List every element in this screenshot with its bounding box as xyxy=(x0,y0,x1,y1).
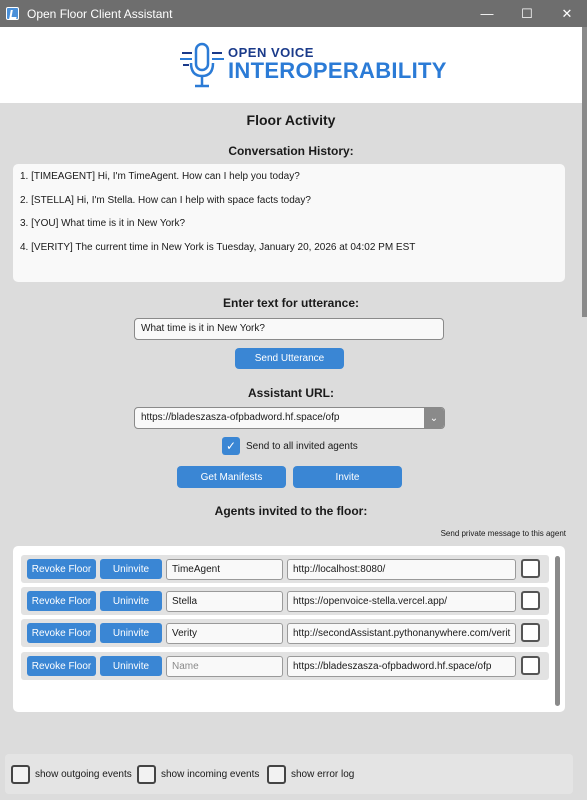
agent-name-field[interactable]: Name xyxy=(166,656,283,677)
agent-row xyxy=(21,587,549,615)
agent-url-field[interactable]: http://secondAssistant.pythonanywhere.com/verit xyxy=(287,623,516,644)
minimize-button[interactable]: — xyxy=(480,6,494,21)
send-utterance-button[interactable]: Send Utterance xyxy=(235,348,344,369)
utterance-label: Enter text for utterance: xyxy=(222,296,360,310)
close-button[interactable]: ✕ xyxy=(561,5,573,21)
conversation-line: 3. [YOU] What time is it in New York? xyxy=(20,218,186,229)
conversation-line: 2. [STELLA] Hi, I'm Stella. How can I help with space facts today? xyxy=(20,194,311,206)
utterance-input[interactable]: What time is it in New York? xyxy=(134,318,444,340)
uninvite-button[interactable]: Uninvite xyxy=(100,656,162,676)
checkbox-unchecked-icon[interactable] xyxy=(137,765,156,784)
header-banner xyxy=(0,27,582,103)
agent-row xyxy=(21,619,549,647)
private-message-checkbox[interactable] xyxy=(521,559,540,578)
assistant-url-value: https://bladeszasza-ofpbadword.hf.space/ofp xyxy=(141,412,340,423)
agents-panel xyxy=(13,546,565,712)
logo-text-bottom: INTEROPERABILITY xyxy=(228,58,447,83)
agent-url-field[interactable]: https://openvoice-stella.vercel.app/ xyxy=(287,591,516,612)
show-outgoing-events-label: show outgoing events xyxy=(35,769,132,780)
agent-url-field[interactable]: http://localhost:8080/ xyxy=(287,559,516,580)
show-outgoing-events-toggle[interactable] xyxy=(11,765,132,784)
agent-name-field[interactable]: Stella xyxy=(166,591,283,612)
show-incoming-events-label: show incoming events xyxy=(161,769,260,780)
checkbox-checked-icon[interactable]: ✓ xyxy=(222,437,240,455)
checkbox-unchecked-icon[interactable] xyxy=(267,765,286,784)
agent-row xyxy=(21,555,549,583)
conversation-history[interactable] xyxy=(13,164,565,282)
window-scrollbar[interactable] xyxy=(582,27,587,317)
open-voice-logo xyxy=(180,41,447,91)
private-message-hint: Send private message to this agent xyxy=(440,529,566,538)
revoke-floor-button[interactable]: Revoke Floor xyxy=(27,591,96,611)
agents-scrollbar[interactable] xyxy=(555,556,560,706)
conversation-history-label: Conversation History: xyxy=(228,144,354,158)
app-icon xyxy=(6,7,19,20)
private-message-checkbox[interactable] xyxy=(521,656,540,675)
assistant-url-label: Assistant URL: xyxy=(247,386,334,400)
invite-button[interactable]: Invite xyxy=(293,466,402,488)
event-options-bar xyxy=(5,754,573,794)
show-incoming-events-toggle[interactable] xyxy=(137,765,259,784)
uninvite-button[interactable]: Uninvite xyxy=(100,559,162,579)
agent-url-field[interactable]: https://bladeszasza-ofpbadword.hf.space/ofp xyxy=(287,656,516,677)
conversation-line: 4. [VERITY] The current time in New York is Tuesday, January 20, 2026 at 04:02 PM EST xyxy=(20,241,416,253)
private-message-checkbox[interactable] xyxy=(521,591,540,610)
chevron-down-icon[interactable]: ⌄ xyxy=(424,408,444,428)
show-error-log-label: show error log xyxy=(291,769,355,780)
revoke-floor-button[interactable]: Revoke Floor xyxy=(27,623,96,643)
agent-row xyxy=(21,652,549,680)
maximize-button[interactable]: ☐ xyxy=(521,5,533,21)
uninvite-button[interactable]: Uninvite xyxy=(100,591,162,611)
revoke-floor-button[interactable]: Revoke Floor xyxy=(27,559,96,579)
page-title: Floor Activity xyxy=(246,112,336,128)
window-controls xyxy=(467,0,587,27)
send-to-all-toggle[interactable] xyxy=(222,436,358,456)
uninvite-button[interactable]: Uninvite xyxy=(100,623,162,643)
microphone-icon xyxy=(180,41,224,91)
agent-name-field[interactable]: Verity xyxy=(166,623,283,644)
get-manifests-button[interactable]: Get Manifests xyxy=(177,466,286,488)
logo-text-top: OPEN VOICE xyxy=(228,45,314,60)
window-title: Open Floor Client Assistant xyxy=(27,6,173,21)
assistant-url-select[interactable] xyxy=(134,407,445,429)
agents-invited-label: Agents invited to the floor: xyxy=(214,504,368,518)
private-message-checkbox[interactable] xyxy=(521,623,540,642)
revoke-floor-button[interactable]: Revoke Floor xyxy=(27,656,96,676)
checkbox-unchecked-icon[interactable] xyxy=(11,765,30,784)
show-error-log-toggle[interactable] xyxy=(267,765,354,784)
send-to-all-label: Send to all invited agents xyxy=(246,440,358,452)
conversation-line: 1. [TIMEAGENT] Hi, I'm TimeAgent. How can I help you today? xyxy=(20,171,300,182)
title-bar xyxy=(0,0,587,27)
agent-name-field[interactable]: TimeAgent xyxy=(166,559,283,580)
